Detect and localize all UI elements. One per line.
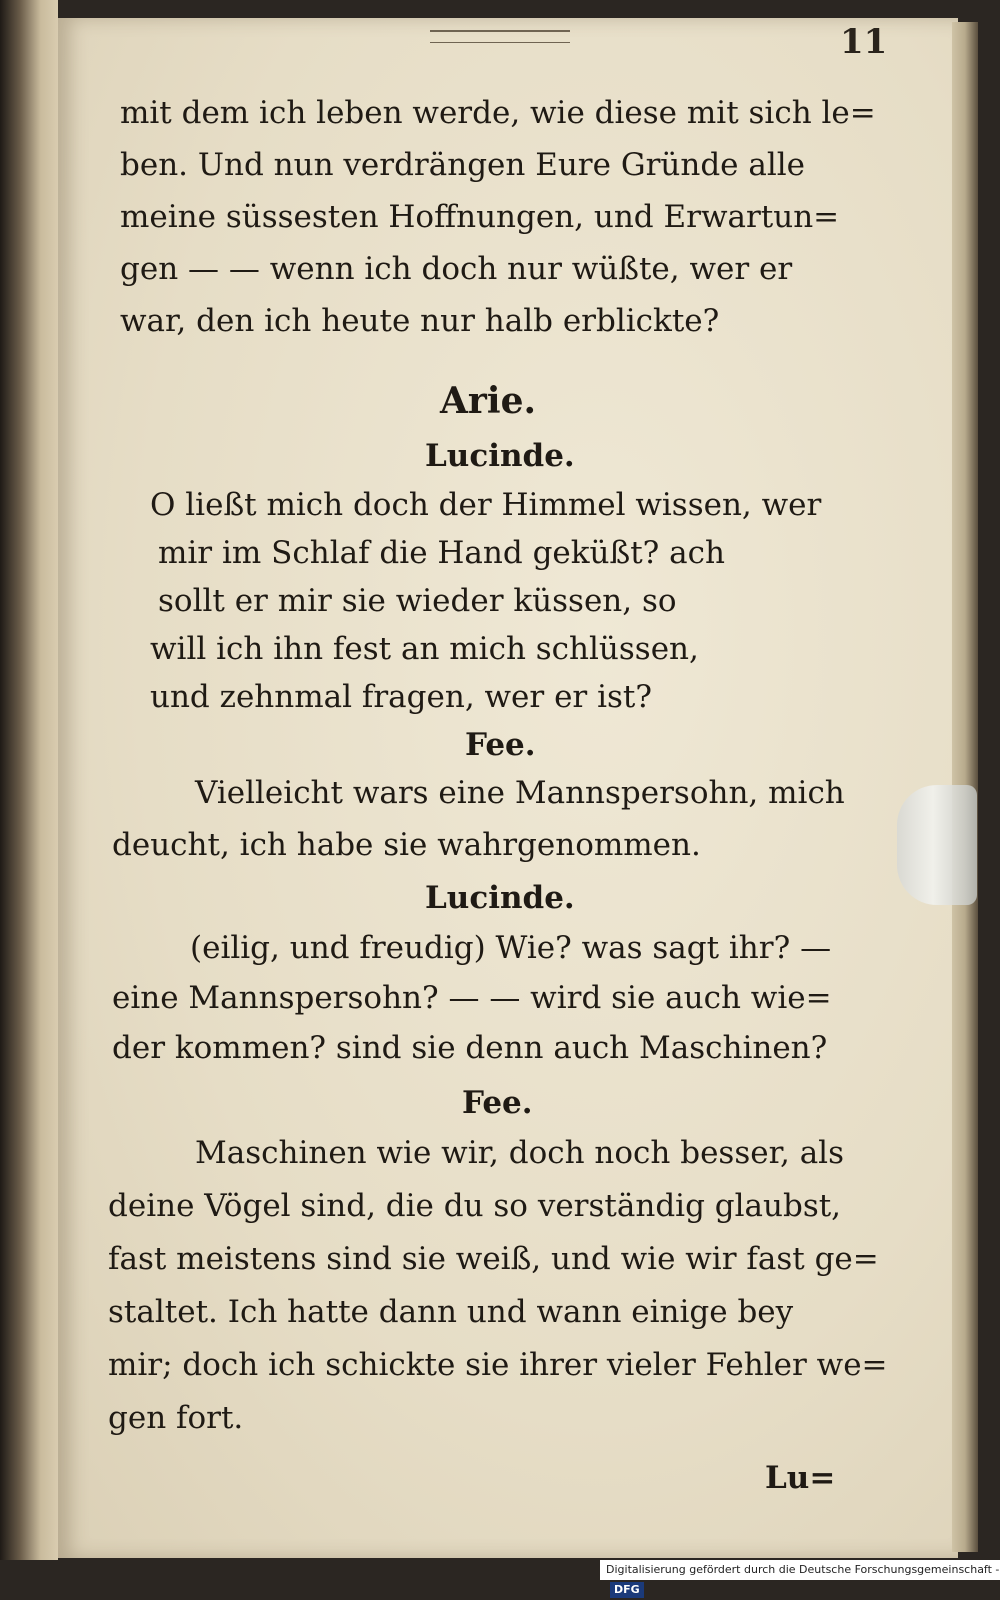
text-line: fast meistens sind sie weiß, und wie wir fast ge= (108, 1241, 879, 1277)
speaker-name: Lucinde. (425, 438, 575, 474)
aria-line: und zehnmal fragen, wer er ist? (150, 679, 652, 715)
aria-heading: Arie. (440, 380, 537, 422)
speaker-name: Lucinde. (425, 880, 575, 916)
text-line: deucht, ich habe sie wahrgenommen. (112, 827, 701, 863)
header-ornament (430, 30, 570, 43)
text-line: gen fort. (108, 1400, 244, 1436)
speaker-name: Fee. (462, 1085, 533, 1121)
aria-line: will ich ihn fest an mich schlüssen, (150, 631, 699, 667)
text-line: mir; doch ich schickte sie ihrer vieler Fehler we= (108, 1347, 888, 1383)
page-number: 11 (840, 22, 888, 62)
speaker-name: Fee. (465, 727, 536, 763)
text-line: Vielleicht wars eine Mannspersohn, mich (195, 775, 845, 811)
digitization-footer (600, 1560, 1000, 1596)
aria-line: O ließt mich doch der Himmel wissen, wer (150, 487, 822, 523)
book-gutter (0, 0, 58, 1560)
text-line: mit dem ich leben werde, wie diese mit sich le= (120, 95, 876, 131)
text-line: eine Mannspersohn? — — wird sie auch wie= (112, 980, 832, 1016)
text-line: gen — — wenn ich doch nur wüßte, wer er (120, 251, 793, 287)
text-line: staltet. Ich hatte dann und wann einige bey (108, 1294, 794, 1330)
text-line: Maschinen wie wir, doch noch besser, als (195, 1135, 845, 1171)
text-line: deine Vögel sind, die du so verständig glaubst, (108, 1188, 842, 1224)
text-line: (eilig, und freudig) Wie? was sagt ihr? — (190, 930, 832, 966)
aria-line: sollt er mir sie wieder küssen, so (158, 583, 677, 619)
catchword: Lu= (765, 1460, 836, 1496)
text-line: der kommen? sind sie denn auch Maschinen? (112, 1030, 828, 1066)
aria-line: mir im Schlaf die Hand geküßt? ach (158, 535, 725, 571)
page-clip (897, 785, 977, 905)
text-line: meine süssesten Hoffnungen, und Erwartun= (120, 199, 840, 235)
dfg-logo: DFG (610, 1582, 644, 1598)
text-line: war, den ich heute nur halb erblickte? (120, 303, 720, 339)
text-line: ben. Und nun verdrängen Eure Gründe alle (120, 147, 806, 183)
footer-text: Digitalisierung gefördert durch die Deutsche Forschungsgemeinschaft - (606, 1563, 1000, 1576)
